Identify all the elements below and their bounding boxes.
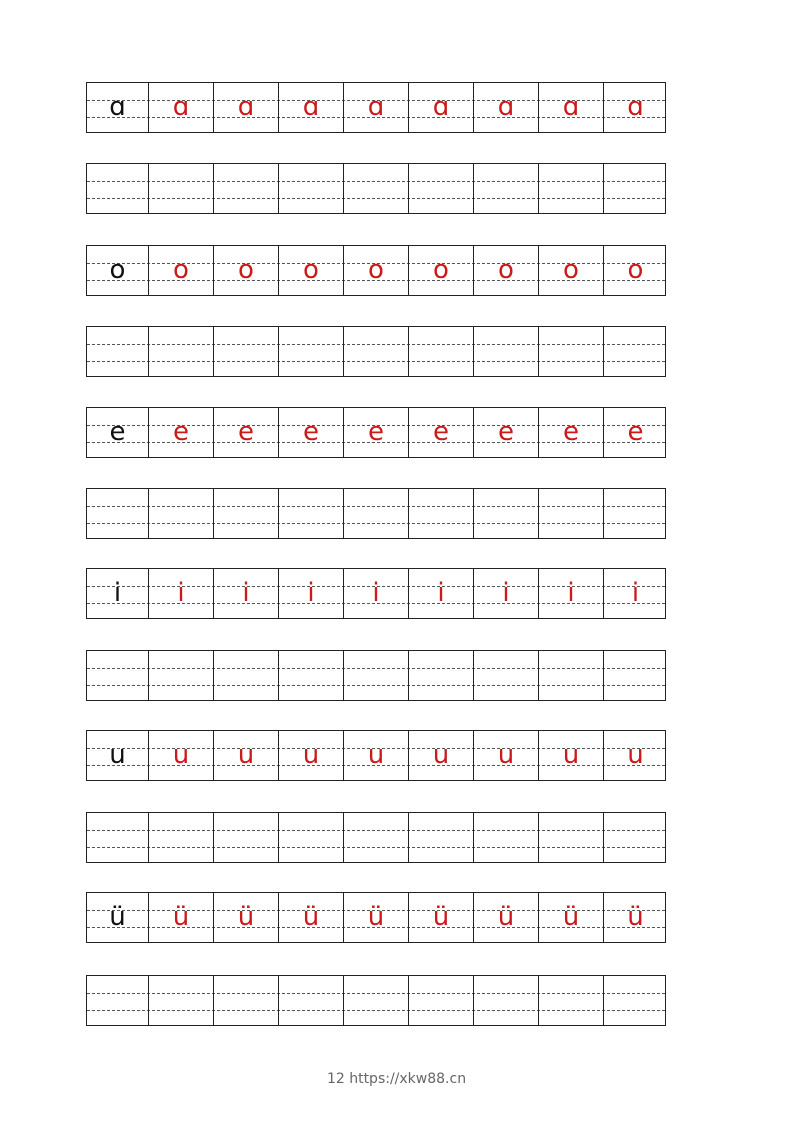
practice-cell — [473, 327, 538, 376]
trace-letter-cell — [148, 893, 213, 942]
practice-cell — [278, 164, 343, 213]
trace-letter: ɑ — [497, 91, 515, 122]
trace-letter-cell — [408, 569, 473, 618]
practice-cell — [473, 813, 538, 862]
letter-row — [86, 245, 666, 296]
trace-letter-cell — [213, 731, 278, 780]
trace-letter-cell — [408, 83, 473, 132]
model-letter: ü — [109, 901, 126, 932]
practice-cell — [278, 976, 343, 1025]
trace-letter: e — [563, 416, 579, 447]
practice-cell — [87, 651, 148, 700]
practice-cell — [603, 813, 667, 862]
blank-practice-row — [86, 975, 666, 1026]
practice-cell — [473, 651, 538, 700]
model-letter-cell — [87, 83, 148, 132]
trace-letter: ɑ — [432, 91, 450, 122]
trace-letter-cell — [213, 569, 278, 618]
trace-letter: i — [177, 577, 185, 608]
trace-letter-cell — [213, 893, 278, 942]
trace-letter-cell — [213, 246, 278, 295]
trace-letter: e — [173, 416, 189, 447]
trace-letter: ɑ — [237, 91, 255, 122]
practice-cell — [603, 651, 667, 700]
practice-cell — [603, 164, 667, 213]
trace-letter-cell — [538, 569, 603, 618]
model-letter: ɑ — [109, 91, 126, 122]
practice-cell — [408, 651, 473, 700]
trace-letter: o — [173, 254, 189, 285]
model-letter: u — [109, 739, 126, 770]
practice-cell — [148, 489, 213, 538]
trace-letter-cell — [213, 408, 278, 457]
practice-cell — [408, 327, 473, 376]
trace-letter: e — [368, 416, 384, 447]
practice-cell — [343, 327, 408, 376]
practice-cell — [343, 164, 408, 213]
practice-cell — [87, 489, 148, 538]
model-letter-cell — [87, 246, 148, 295]
practice-cell — [213, 327, 278, 376]
trace-letter: i — [242, 577, 250, 608]
trace-letter-cell — [408, 246, 473, 295]
practice-cell — [148, 976, 213, 1025]
practice-cell — [408, 164, 473, 213]
model-letter: e — [109, 416, 126, 447]
trace-letter-cell — [148, 246, 213, 295]
trace-letter-cell — [343, 731, 408, 780]
trace-letter: e — [627, 416, 644, 447]
trace-letter: u — [302, 739, 320, 770]
trace-letter: ɑ — [302, 91, 320, 122]
trace-letter-cell — [148, 569, 213, 618]
practice-cell — [343, 489, 408, 538]
trace-letter-cell — [278, 569, 343, 618]
practice-cell — [603, 976, 667, 1025]
trace-letter: i — [437, 577, 445, 608]
trace-letter-cell — [343, 893, 408, 942]
trace-letter: u — [237, 739, 255, 770]
practice-cell — [213, 651, 278, 700]
trace-letter: u — [172, 739, 190, 770]
trace-letter-cell — [408, 408, 473, 457]
practice-cell — [473, 976, 538, 1025]
practice-cell — [213, 976, 278, 1025]
trace-letter: ü — [432, 901, 450, 932]
trace-letter: ü — [367, 901, 385, 932]
trace-letter-cell — [603, 408, 667, 457]
trace-letter-cell — [603, 893, 667, 942]
practice-cell — [278, 813, 343, 862]
blank-practice-row — [86, 650, 666, 701]
practice-cell — [87, 164, 148, 213]
trace-letter: ü — [562, 901, 580, 932]
trace-letter-cell — [343, 83, 408, 132]
trace-letter-cell — [603, 569, 667, 618]
trace-letter-cell — [538, 246, 603, 295]
practice-cell — [213, 164, 278, 213]
trace-letter-cell — [278, 83, 343, 132]
trace-letter-cell — [473, 731, 538, 780]
trace-letter-cell — [473, 569, 538, 618]
trace-letter: ɑ — [172, 91, 190, 122]
practice-cell — [538, 164, 603, 213]
trace-letter-cell — [343, 408, 408, 457]
page-footer: 12 https://xkw88.cn — [326, 1071, 467, 1087]
trace-letter: ü — [172, 901, 190, 932]
letter-row — [86, 892, 666, 943]
trace-letter-cell — [473, 893, 538, 942]
trace-letter-cell — [603, 731, 667, 780]
trace-letter-cell — [473, 408, 538, 457]
trace-letter: e — [498, 416, 514, 447]
trace-letter-cell — [538, 408, 603, 457]
trace-letter-cell — [603, 83, 667, 132]
letter-row — [86, 82, 666, 133]
practice-cell — [473, 164, 538, 213]
trace-letter: o — [368, 254, 384, 285]
trace-letter: ɑ — [367, 91, 385, 122]
trace-letter: o — [563, 254, 579, 285]
practice-cell — [538, 489, 603, 538]
practice-cell — [278, 327, 343, 376]
model-letter-cell — [87, 408, 148, 457]
trace-letter-cell — [538, 83, 603, 132]
blank-practice-row — [86, 163, 666, 214]
practice-cell — [148, 164, 213, 213]
trace-letter: u — [432, 739, 450, 770]
trace-letter-cell — [148, 83, 213, 132]
practice-cell — [148, 327, 213, 376]
practice-cell — [408, 976, 473, 1025]
trace-letter-cell — [278, 246, 343, 295]
practice-cell — [343, 651, 408, 700]
trace-letter: ɑ — [627, 91, 644, 122]
trace-letter: u — [367, 739, 385, 770]
trace-letter: i — [307, 577, 315, 608]
trace-letter-cell — [603, 246, 667, 295]
model-letter: i — [113, 577, 122, 608]
trace-letter-cell — [408, 893, 473, 942]
trace-letter: i — [502, 577, 510, 608]
trace-letter: u — [562, 739, 580, 770]
practice-cell — [87, 813, 148, 862]
practice-cell — [343, 813, 408, 862]
trace-letter-cell — [473, 83, 538, 132]
trace-letter-cell — [148, 731, 213, 780]
trace-letter: ü — [627, 901, 644, 932]
practice-cell — [213, 489, 278, 538]
model-letter-cell — [87, 569, 148, 618]
trace-letter: o — [238, 254, 254, 285]
trace-letter: o — [627, 254, 644, 285]
trace-letter-cell — [473, 246, 538, 295]
practice-cell — [538, 327, 603, 376]
trace-letter-cell — [408, 731, 473, 780]
letter-row — [86, 568, 666, 619]
trace-letter-cell — [538, 731, 603, 780]
trace-letter: ü — [302, 901, 320, 932]
blank-practice-row — [86, 812, 666, 863]
practice-cell — [278, 651, 343, 700]
letter-row — [86, 730, 666, 781]
trace-letter: e — [238, 416, 254, 447]
practice-cell — [473, 489, 538, 538]
practice-cell — [87, 976, 148, 1025]
trace-letter-cell — [278, 408, 343, 457]
model-letter: o — [109, 254, 126, 285]
practice-cell — [538, 651, 603, 700]
trace-letter: ü — [237, 901, 255, 932]
letter-row — [86, 407, 666, 458]
trace-letter: u — [627, 739, 644, 770]
practice-cell — [408, 813, 473, 862]
trace-letter: u — [497, 739, 515, 770]
trace-letter-cell — [538, 893, 603, 942]
practice-cell — [603, 327, 667, 376]
trace-letter: o — [303, 254, 319, 285]
trace-letter: e — [303, 416, 319, 447]
practice-cell — [408, 489, 473, 538]
trace-letter: o — [433, 254, 449, 285]
trace-letter: e — [433, 416, 449, 447]
practice-cell — [148, 651, 213, 700]
practice-cell — [278, 489, 343, 538]
trace-letter: ɑ — [562, 91, 580, 122]
trace-letter-cell — [278, 893, 343, 942]
practice-cell — [538, 813, 603, 862]
trace-letter-cell — [343, 246, 408, 295]
practice-cell — [148, 813, 213, 862]
practice-cell — [213, 813, 278, 862]
trace-letter: i — [631, 577, 640, 608]
practice-cell — [87, 327, 148, 376]
model-letter-cell — [87, 731, 148, 780]
trace-letter: o — [498, 254, 514, 285]
practice-cell — [603, 489, 667, 538]
trace-letter-cell — [148, 408, 213, 457]
trace-letter: i — [567, 577, 575, 608]
blank-practice-row — [86, 488, 666, 539]
trace-letter-cell — [213, 83, 278, 132]
practice-cell — [538, 976, 603, 1025]
trace-letter-cell — [343, 569, 408, 618]
practice-cell — [343, 976, 408, 1025]
blank-practice-row — [86, 326, 666, 377]
trace-letter-cell — [278, 731, 343, 780]
trace-letter: ü — [497, 901, 515, 932]
trace-letter: i — [372, 577, 380, 608]
model-letter-cell — [87, 893, 148, 942]
